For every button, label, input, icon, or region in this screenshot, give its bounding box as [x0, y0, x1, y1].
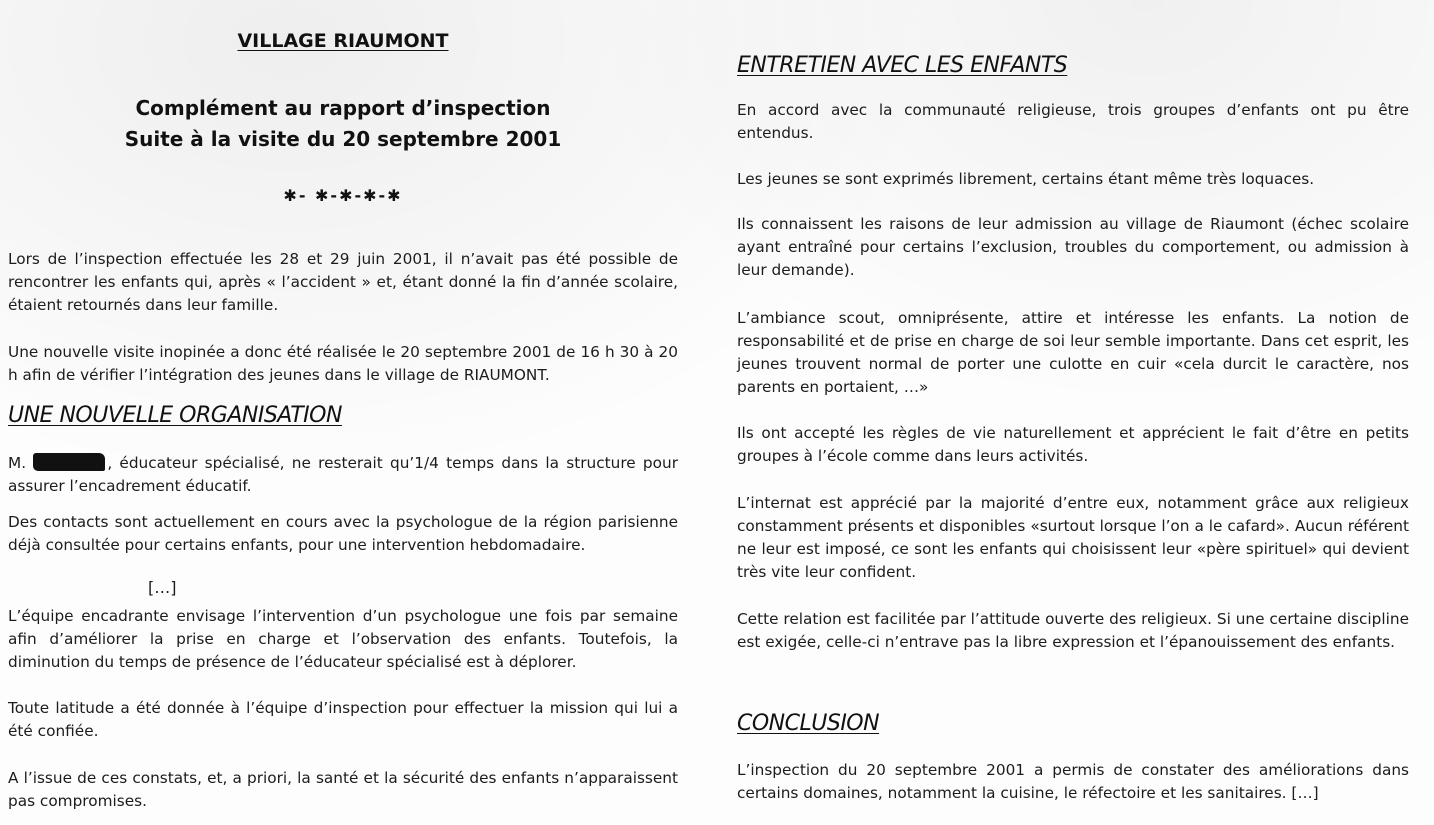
left-column: [8, 0, 678, 825]
paragraph-scout-atmosphere: L’ambiance scout, omniprésente, attire et intéresse les enfants. La notion de responsabilité et de prise en charge de soi leur semble importante. Dans cet esprit, les jeunes trouvent normal de porter une culotte en cuir «cela durcit le caractère, nos parents en portaient, …»: [737, 309, 1409, 396]
paragraph-admission-reasons: Ils connaissent les raisons de leur admission au village de Riaumont (échec scolaire ayant entraîné pour certains l’exclusion, troubles du comportement, ou admission à leur demande).: [737, 215, 1409, 279]
educator-text: , éducateur spécialisé, ne resterait qu’1/4 temps dans la structure pour assurer l’encadrement éducatif.: [8, 454, 678, 495]
heading-new-organisation: UNE NOUVELLE ORGANISATION: [8, 403, 342, 428]
paragraph-latitude: Toute latitude a été donnée à l’équipe d’inspection pour effectuer la mission qui lui a été confiée.: [8, 699, 678, 740]
heading-conclusion: CONCLUSION: [737, 711, 880, 736]
right-column: [737, 0, 1409, 825]
paragraph-expression: Les jeunes se sont exprimés librement, certains étant même très loquaces.: [737, 170, 1315, 188]
paragraph-inspection-context: Lors de l’inspection effectuée les 28 et 29 juin 2001, il n’avait pas été possible de rencontrer les enfants qui, après « l’accident » et, étant donné la fin d’année scolaire, étaient retournés dans leur famille.: [8, 250, 678, 314]
redacted-name: [33, 453, 105, 471]
report-title: [8, 93, 678, 155]
educator-prefix: M.: [8, 454, 27, 472]
stars-separator: ✱- ✱-✱-✱-✱: [283, 186, 403, 205]
paragraph-groups-heard: En accord avec la communauté religieuse, trois groupes d’enfants ont pu être entendus.: [737, 101, 1409, 142]
report-title-line2: Suite à la visite du 20 septembre 2001: [124, 127, 562, 151]
paragraph-educator: [8, 452, 678, 498]
ellipsis-omission: […]: [148, 578, 177, 597]
paragraph-new-visit: Une nouvelle visite inopinée a donc été réalisée le 20 septembre 2001 de 16 h 30 à 20 h afin de vérifier l’intégration des jeunes dans le village de RIAUMONT.: [8, 343, 678, 384]
paragraph-psychologist-contacts: Des contacts sont actuellement en cours avec la psychologue de la région parisienne déjà consultée pour certains enfants, pour une intervention hebdomadaire.: [8, 513, 678, 554]
paragraph-team-plan: L’équipe encadrante envisage l’intervention d’un psychologue une fois par semaine afin d’améliorer la prise en charge et l’observation des enfants. Toutefois, la diminution du temps de présence de l’éducateur spécialisé est à déplorer.: [8, 607, 678, 671]
heading-interview-children: ENTRETIEN AVEC LES ENFANTS: [737, 53, 1068, 78]
paragraph-relationship: Cette relation est facilitée par l’attitude ouverte des religieux. Si une certaine discipline est exigée, celle-ci n’entrave pas la libre expression et l’épanouissement des enfants.: [737, 610, 1409, 651]
paragraph-conclusion: L’inspection du 20 septembre 2001 a permis de constater des améliorations dans certains domaines, notamment la cuisine, le réfectoire et les sanitaires. […]: [737, 761, 1409, 802]
report-title-line1: Complément au rapport d’inspection: [135, 96, 551, 120]
paragraph-rules: Ils ont accepté les règles de vie naturellement et apprécient le fait d’être en petits groupes à l’école comme dans leurs activités.: [737, 424, 1409, 465]
paragraph-boarding: L’internat est apprécié par la majorité d’entre eux, notamment grâce aux religieux constamment présents et disponibles «surtout lorsque l’on a le cafard». Aucun référent ne leur est imposé, ce sont les enfants qui choisissent leur «père spirituel» qui devient très vite leur confident.: [737, 494, 1409, 581]
paragraph-findings: A l’issue de ces constats, et, a priori, la santé et la sécurité des enfants n’apparaissent pas compromises.: [8, 769, 678, 810]
village-title: VILLAGE RIAUMONT: [237, 30, 449, 52]
